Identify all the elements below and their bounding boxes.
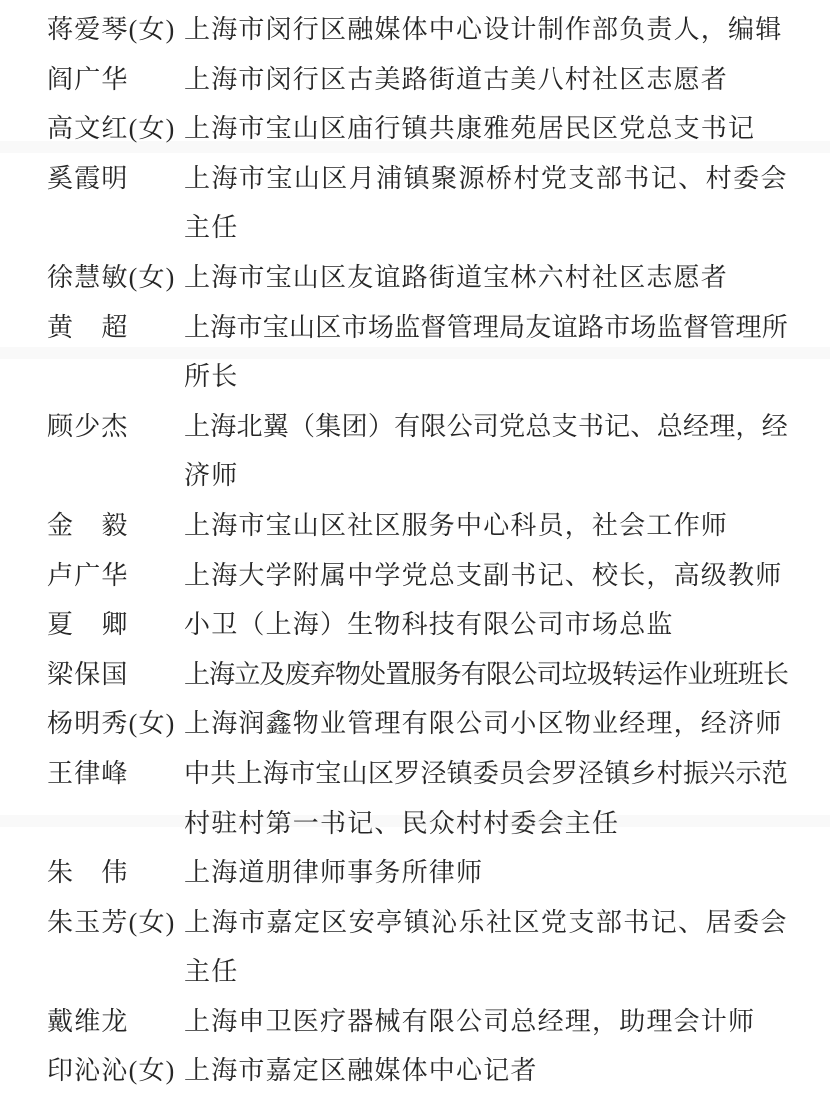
- entry-description-text: 所长: [184, 362, 239, 392]
- entry-description-text: 上海大学附属中学党总支副书记、校长，高级教师: [184, 560, 783, 590]
- entry-name: 金 毅: [47, 510, 129, 540]
- entry-name: 高文红(女): [47, 114, 176, 144]
- entry-name: 夏 卿: [47, 610, 129, 640]
- list-entry: [0, 501, 830, 551]
- entry-description-text: 上海市嘉定区融媒体中心记者: [184, 1056, 538, 1086]
- entry-description-text: 小卫（上海）生物科技有限公司市场总监: [184, 610, 674, 640]
- entry-description-line: [184, 551, 830, 601]
- entry-description-text: 上海市宝山区月浦镇聚源桥村党支部书记、村委会: [184, 163, 788, 193]
- entry-description-line: [184, 253, 830, 303]
- entry-description-line: [184, 799, 830, 849]
- entry-name: 梁保国: [47, 659, 129, 689]
- list-entry: [0, 55, 830, 105]
- list-entry: [0, 402, 830, 501]
- entry-description-text: 主任: [184, 957, 239, 987]
- entry-description: [184, 5, 830, 55]
- entry-description-line: [184, 699, 830, 749]
- entry-description: [184, 154, 830, 253]
- entry-description-line: [184, 5, 830, 55]
- entry-description-line: [184, 402, 830, 452]
- entry-name: 奚霞明: [47, 163, 129, 193]
- entry-description: [184, 1046, 830, 1096]
- entry-description-line: [184, 55, 830, 105]
- entry-description: [184, 55, 830, 105]
- entry-name: 黄 超: [47, 312, 129, 342]
- entry-description-line: [184, 501, 830, 551]
- entry-description-line: [184, 848, 830, 898]
- list-entry: [0, 154, 830, 253]
- entry-name: 阎广华: [47, 64, 129, 94]
- entry-name: 印沁沁(女): [47, 1056, 176, 1086]
- list-entry: [0, 551, 830, 601]
- entry-description-line: [184, 600, 830, 650]
- entry-description-line: [184, 203, 830, 253]
- entry-description-line: [184, 997, 830, 1047]
- entry-description: [184, 253, 830, 303]
- entry-description-text: 上海润鑫物业管理有限公司小区物业经理，经济师: [184, 709, 783, 739]
- entry-description-line: [184, 104, 830, 154]
- entry-name: 蒋爱琴(女): [47, 15, 176, 44]
- entry-description-text: 上海申卫医疗器械有限公司总经理，助理会计师: [184, 1006, 756, 1036]
- entry-description: [184, 650, 830, 700]
- entry-name: 徐慧敏(女): [47, 262, 176, 292]
- entry-description-text: 村驻村第一书记、民众村村委会主任: [184, 808, 620, 838]
- entry-name: 戴维龙: [47, 1006, 129, 1036]
- list-entry: [0, 997, 830, 1047]
- entry-name: 杨明秀(女): [47, 709, 176, 739]
- entry-description: [184, 501, 830, 551]
- list-entry: [0, 699, 830, 749]
- entry-description-text: 上海市闵行区融媒体中心设计制作部负责人，编辑: [184, 15, 783, 44]
- entry-description: [184, 848, 830, 898]
- entry-description-line: [184, 749, 830, 799]
- list-entry: [0, 1046, 830, 1096]
- entry-description-line: [184, 1046, 830, 1096]
- entry-description: [184, 749, 830, 848]
- entry-description: [184, 551, 830, 601]
- entry-description-text: 济师: [184, 461, 239, 491]
- entry-description-text: 上海市宝山区庙行镇共康雅苑居民区党总支书记: [184, 114, 756, 144]
- entry-description-line: [184, 154, 830, 204]
- entry-description-text: 中共上海市宝山区罗泾镇委员会罗泾镇乡村振兴示范: [184, 758, 788, 788]
- entry-description-line: [184, 451, 830, 501]
- list-entry: [0, 600, 830, 650]
- entry-name: 朱玉芳(女): [47, 907, 176, 937]
- entry-description-line: [184, 650, 830, 700]
- entry-description-text: 上海立及废弃物处置服务有限公司垃圾转运作业班班长: [184, 659, 788, 689]
- entry-description-text: 上海道朋律师事务所律师: [184, 858, 484, 888]
- entry-description-text: 主任: [184, 213, 239, 243]
- list-entry: [0, 5, 830, 55]
- entry-description: [184, 303, 830, 402]
- list-entry: [0, 749, 830, 848]
- entry-description: [184, 997, 830, 1047]
- list-entry: [0, 650, 830, 700]
- entry-name: 顾少杰: [47, 411, 129, 441]
- entry-description-text: 上海市宝山区市场监督管理局友谊路市场监督管理所: [184, 312, 788, 342]
- entry-description-line: [184, 947, 830, 997]
- roster-list: [0, 5, 830, 1096]
- entry-description-text: 上海市闵行区古美路街道古美八村社区志愿者: [184, 64, 729, 94]
- list-entry: [0, 848, 830, 898]
- entry-description: [184, 699, 830, 749]
- entry-description-text: 上海市宝山区社区服务中心科员，社会工作师: [184, 510, 729, 540]
- list-entry: [0, 104, 830, 154]
- entry-description: [184, 104, 830, 154]
- entry-description-line: [184, 352, 830, 402]
- entry-description-line: [184, 303, 830, 353]
- entry-description: [184, 600, 830, 650]
- entry-description-text: 上海北翼（集团）有限公司党总支书记、总经理，经: [184, 411, 788, 441]
- entry-description-line: [184, 898, 830, 948]
- list-entry: [0, 253, 830, 303]
- entry-name: 王律峰: [47, 758, 129, 788]
- list-entry: [0, 898, 830, 997]
- entry-description-text: 上海市嘉定区安亭镇沁乐社区党支部书记、居委会: [184, 907, 788, 937]
- entry-name: 朱 伟: [47, 858, 129, 888]
- entry-name: 卢广华: [47, 560, 129, 590]
- list-entry: [0, 303, 830, 402]
- entry-description-text: 上海市宝山区友谊路街道宝林六村社区志愿者: [184, 262, 729, 292]
- entry-description: [184, 898, 830, 997]
- entry-description: [184, 402, 830, 501]
